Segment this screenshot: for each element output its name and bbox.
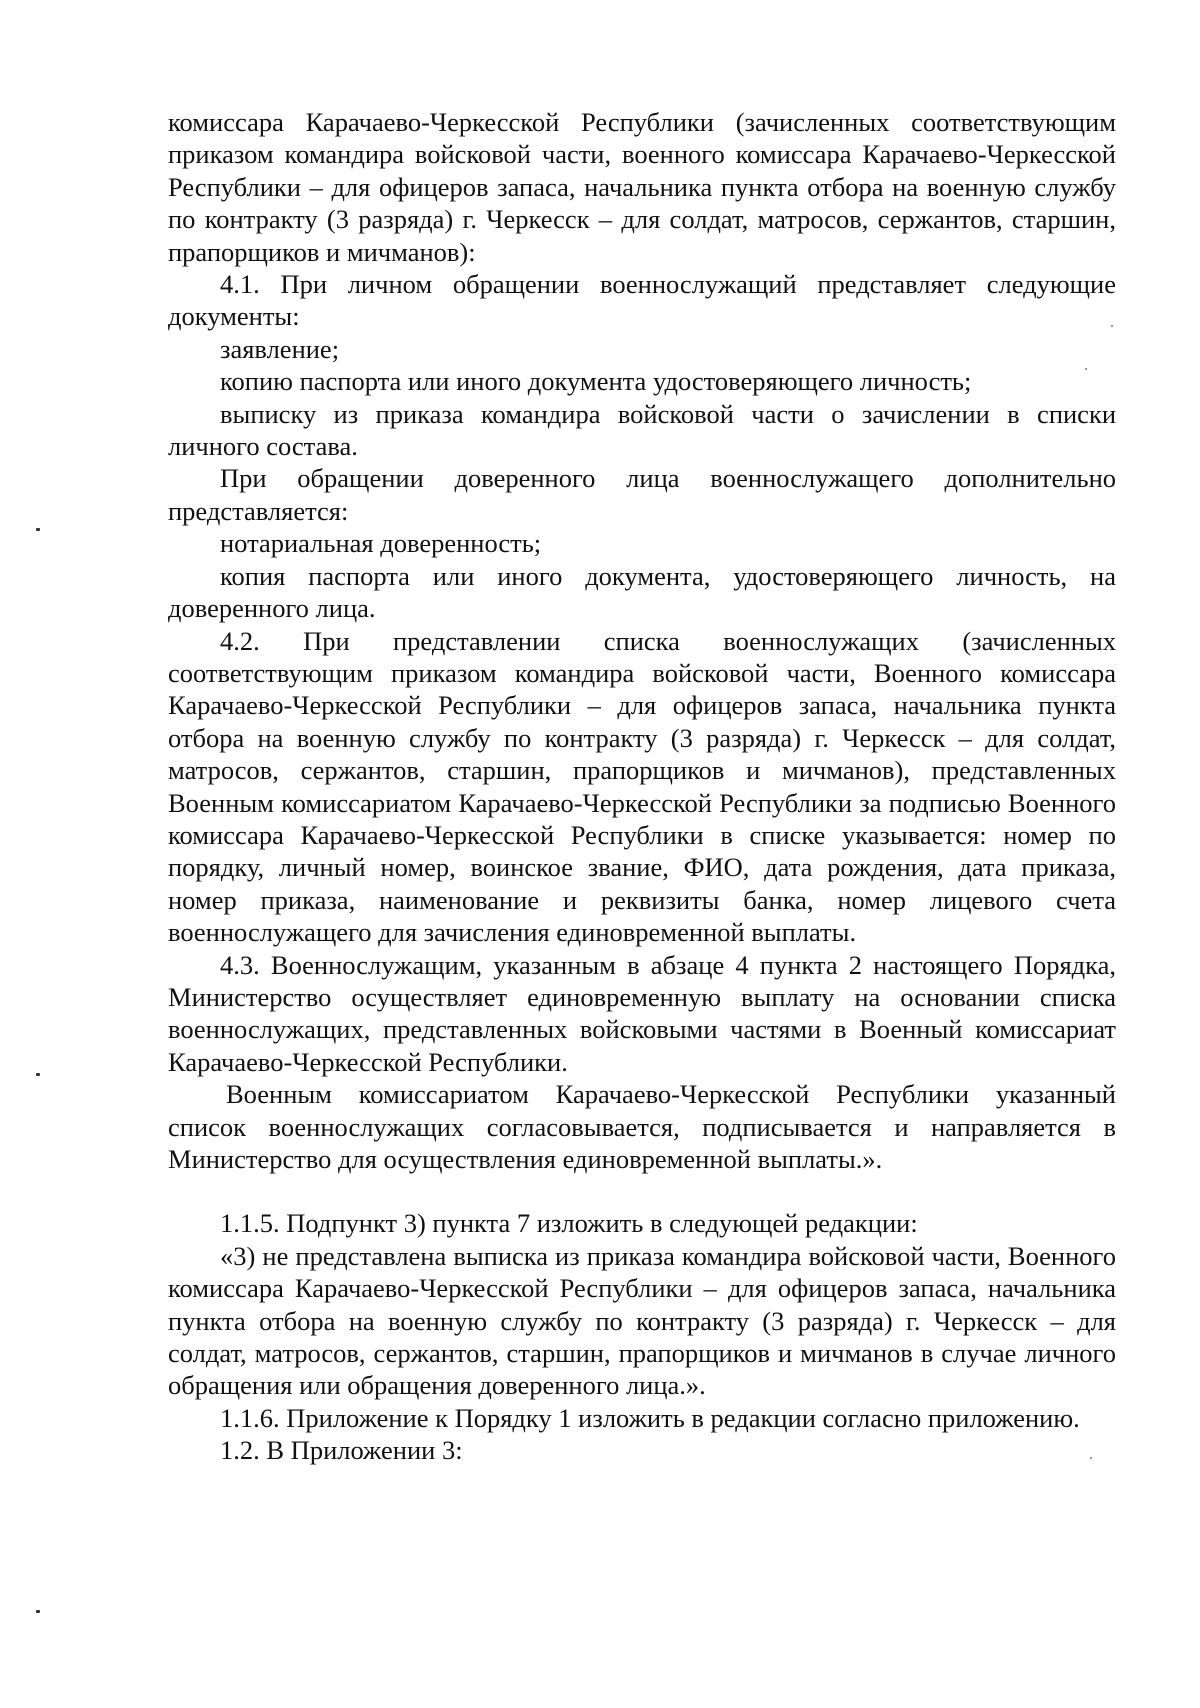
list-item-order-extract: выписку из приказа командира войсковой части о зачислении в списки личного состава. [168,398,1116,462]
scan-mark-1 [36,528,40,531]
list-item-application: заявление; [220,333,340,364]
paragraph-subpoint-3: «3) не представлена выписка из приказа командира войсковой части, Военного комиссара Карачаево-Черкесской Республики – для офицеров запаса, начальника пункта отбора на военную службу по контракту (3 разряда) г. Черкесск – для солдат, матросов, сержантов, старшин, прапорщиков и мичманов в случае личного обращения или обращения доверенного лица.». [168,1240,1116,1401]
list-item-power-of-attorney: нотариальная доверенность; [220,528,542,559]
scan-dot-2 [1085,368,1087,370]
scan-mark-3 [36,1610,40,1613]
paragraph-4-2: 4.2. При представлении списка военнослужащих (зачисленных соответствующим приказом командира войсковой части, Военного комиссара Карачаево-Черкесской Республики – для офицеров запаса, начальника пункта отбора на военную службу по контракту (3 разряда) г. Черкесск – для солдат, матросов, сержантов, старшин, прапорщиков и мичманов), представленных Военным комиссариатом Карачаево-Черкесской Республики за подписью Военного комиссара Карачаево-Черкесской Республики в списке указывается: номер по порядку, личный номер, воинское звание, ФИО, дата рождения, дата приказа, номер приказа, наименование и реквизиты банка, номер лицевого счета военнослужащего для зачисления единовременной выплаты. [168,625,1116,948]
document-body [168,106,1116,1467]
paragraph-4-1: 4.1. При личном обращении военнослужащий представляет следующие документы: [168,269,1116,332]
paragraph-trusted-person: При обращении доверенного лица военнослужащего дополнительно представляется: [168,463,1116,526]
paragraph-commissariat-list: Военным комиссариатом Карачаево-Черкесской Республики указанный список военнослужащих согласовывается, подписывается и направляется в Министерство для осуществления единовременной выплаты.». [168,1079,1116,1174]
paragraph-continuation: комиссара Карачаево-Черкесской Республики (зачисленных соответствующим приказом командира войсковой части, военного комиссара Карачаево-Черкесской Республики – для офицеров запаса, начальника пункта отбора на военную службу по контракту (3 разряда) г. Черкесск – для солдат, матросов, сержантов, старшин, прапорщиков и мичманов): [168,107,1116,267]
paragraph-4-3: 4.3. Военнослужащим, указанным в абзаце 4 пункта 2 настоящего Порядка, Министерство осуществляет единовременную выплату на основании списка военнослужащих, представленных войсковыми частями в Военный комиссариат Карачаево-Черкесской Республики. [168,949,1116,1077]
scan-mark-2 [36,1073,40,1076]
paragraph-1-1-6: 1.1.6. Приложение к Порядку 1 изложить в редакции согласно приложению. [220,1402,1080,1433]
paragraph-1-1-5: 1.1.5. Подпункт 3) пункта 7 изложить в следующей редакции: [220,1208,918,1239]
scan-dot-3 [1090,1457,1092,1459]
paragraph-1-2: 1.2. В Приложении 3: [220,1435,463,1466]
paragraph-gap [168,1175,1116,1207]
scan-dot-1 [1111,325,1113,327]
list-item-trusted-passport: копия паспорта или иного документа, удостоверяющего личность, на доверенного лица. [168,560,1116,624]
list-item-passport-copy: копию паспорта или иного документа удостоверяющего личность; [220,366,972,397]
